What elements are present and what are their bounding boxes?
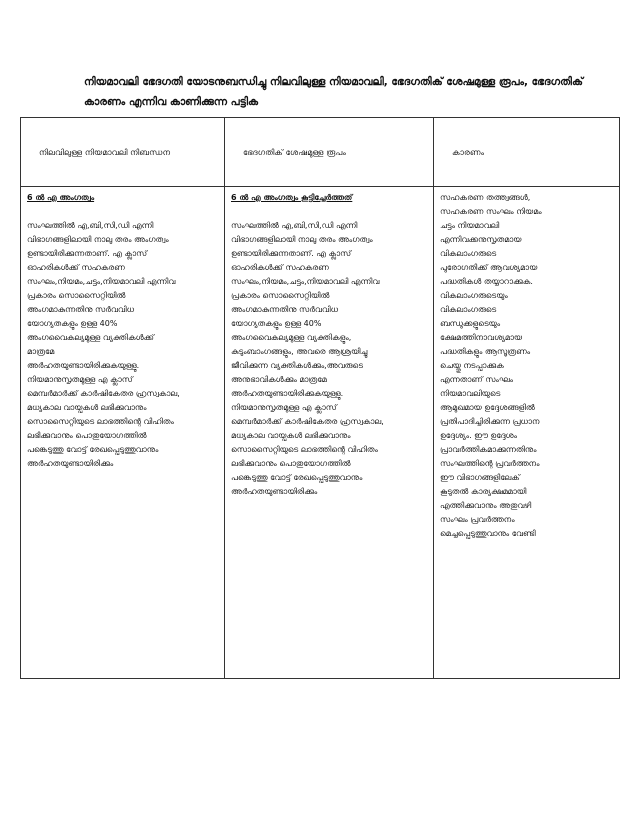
existing-rule-text (27, 219, 218, 471)
existing-rule-subheading: 6 ൽ എ അംഗത്വം (27, 193, 95, 202)
text-line: എത്തിക്കുവാനും അതുവഴി (440, 501, 532, 510)
text-line: അംഗമാകുന്നതിനു സർവവിധ (27, 305, 135, 314)
amended-form-cell (225, 187, 434, 679)
text-line: പുരോഗതിക്ക് ആവശ്യമായ (440, 263, 538, 272)
text-line: സൊസൈറ്റിയുടെ ലാഭത്തിന്റെ വിഹിതം (231, 445, 378, 454)
text-line: വിഭാഗങ്ങളിലായി നാലു തരം അംഗത്വം (27, 235, 169, 244)
text-line: സഹകരണ സംഘം നിയമം (440, 207, 542, 216)
header-reason: കാരണം (434, 118, 620, 187)
text-line: അർഹതയുണ്ടായിരിക്കും (231, 487, 318, 496)
text-line: ആമുഖമായ ഉദ്ദേശങ്ങളിൽ (440, 403, 535, 412)
text-line: സംഘത്തിൽ എ,ബി,സി,ഡി എന്നി (231, 221, 358, 230)
text-line: പ്രകാരം സൊസൈറ്റിയിൽ (231, 291, 330, 300)
text-line: പ്രകാരം സൊസൈറ്റിയിൽ (27, 291, 126, 300)
text-line: അനുഭാവികൾക്കും മാത്രമേ (231, 375, 327, 384)
table-header-row (21, 118, 620, 187)
existing-rule-cell (21, 187, 225, 679)
text-line: സഹകരണ തത്ത്വങ്ങൾ, (440, 193, 531, 202)
text-line: മെമ്പർമാർക്ക് കാർഷികേതര ഹ്രസ്വകാല, (27, 389, 180, 398)
text-line: പ്രാവർത്തികമാക്കുന്നതിനും (440, 445, 537, 454)
text-line: ജീവിക്കുന്ന വ്യക്തികൾക്കും,അവരുടെ (231, 361, 363, 370)
text-line: ചട്ടം നിയമാവലി (440, 221, 500, 230)
text-line: ഓഹരികൾക്ക് സഹകരണ (231, 263, 329, 272)
text-line: കുടുംബാംഗങ്ങളും, അവരെ ആശ്രയിച്ചു (231, 347, 368, 356)
text-line: ലഭിക്കുവാനും പൊതുയോഗത്തിൽ (231, 459, 351, 468)
text-line: മധ്യകാല വായ്പകൾ ലഭിക്കുവാനും (231, 431, 351, 440)
text-line: സംഘത്തിന്റെ പ്രവർത്തനം (440, 459, 540, 468)
text-line: മെച്ചപ്പെടുത്തുവാനും വേണ്ടി (440, 529, 536, 538)
comparison-table (20, 117, 620, 679)
document-title: നിയമാവലി ഭേദഗതി യോടനുബന്ധിച്ചു നിലവിലുള്ള നിയമാവലി, ഭേദഗതിക് ശേഷമുള്ള രൂപം, ഭേദഗതിക് കാരണം എന്നിവ കാണിക്കുന്ന പട്ടിക (84, 76, 583, 108)
text-line: ഉദ്ദേശ്യം. ഈ ഉദ്ദേശം (440, 431, 517, 440)
text-line: മാത്രമേ (27, 347, 55, 356)
text-line: പങ്കെടുത്തു വോട്ട് രേഖപ്പെടുത്തുവാനും (231, 473, 363, 482)
amended-form-subheading: 6 ൽ എ അംഗത്വം കൂട്ടിച്ചേർത്തത് (231, 193, 353, 202)
text-line: ഓഹരികൾക്ക് സഹകരണ (27, 263, 125, 272)
text-line: എന്നതാണ് സംഘം (440, 375, 513, 384)
header-amended-form: ഭേദഗതിക് ശേഷമുള്ള രൂപം (225, 118, 434, 187)
text-line: അർഹതയുണ്ടായിരിക്കുകയുള്ളു. (231, 389, 344, 398)
text-line: വികലാംഗരുടെ (440, 249, 497, 258)
text-line: ചെയ്തു നടപ്പാക്കുക (440, 361, 504, 370)
text-line: ഉണ്ടായിരിക്കുന്നതാണ്. എ ക്ലാസ് (27, 249, 148, 258)
text-line: പങ്കെടുത്തു വോട്ട് രേഖപ്പെടുത്തുവാനും (27, 445, 159, 454)
text-line: പദ്ധതികളും ആസൂത്രണം (440, 347, 531, 356)
text-line: കൂടുതൽ കാര്യക്ഷമമായി (440, 487, 527, 496)
text-line: എന്നിവക്കനുസൃതമായ (440, 235, 522, 244)
reason-cell (434, 187, 620, 679)
text-line: നിയമാവലിയുടെ (440, 389, 501, 398)
amended-form-text (231, 219, 427, 499)
text-line: അർഹതയുണ്ടായിരിക്കും (27, 459, 114, 468)
text-line: സംഘം പ്രവർത്തനം (440, 515, 515, 524)
reason-text (440, 191, 613, 541)
text-line: പ്രതിപാദിച്ചിരിക്കുന്ന പ്രധാന (440, 417, 540, 426)
text-line: സംഘം,നിയമം,ചട്ടം,നിയമാവലി എന്നിവ (27, 277, 176, 286)
text-line: നിയമാനുസൃതമുള്ള എ ക്ലാസ് (231, 403, 337, 412)
text-line: ഈ വിഭാഗങ്ങളിലേക് (440, 473, 520, 482)
text-line: അംഗമാകുന്നതിനു സർവവിധ (231, 305, 339, 314)
text-line: ബന്ധുക്കളുടെയും (440, 319, 501, 328)
text-line: അർഹതയുണ്ടായിരിക്കുകയുള്ളു. (27, 361, 140, 370)
text-line: വികലാംഗരുടെ (440, 305, 497, 314)
text-line: അംഗവൈകല്യമുള്ള വ്യക്തികൾക്ക് (27, 333, 154, 342)
text-line: ഉണ്ടായിരിക്കുന്നതാണ്. എ ക്ലാസ് (231, 249, 352, 258)
table-row (21, 187, 620, 679)
header-existing-rule: നിലവിലുള്ള നിയമാവലി നിബന്ധന (21, 118, 225, 187)
text-line: സൊസൈറ്റിയുടെ ലാഭത്തിന്റെ വിഹിതം (27, 417, 174, 426)
text-line: ലഭിക്കുവാനും പൊതുയോഗത്തിൽ (27, 431, 147, 440)
text-line: മെമ്പർമാർക്ക് കാർഷികേതര ഹ്രസ്വകാല, (231, 417, 384, 426)
text-line: പദ്ധതികൾ തയ്യാറാക്കുക. (440, 277, 533, 286)
text-line: സംഘം,നിയമം,ചട്ടം,നിയമാവലി എന്നിവ (231, 277, 380, 286)
text-line: യോഗ്യതകളും ഉള്ള 40% (27, 319, 118, 328)
text-line: നിയമാനുസൃതമുള്ള എ ക്ലാസ് (27, 375, 133, 384)
text-line: ക്ഷേമത്തിനാവശ്യമായ (440, 333, 523, 342)
text-line: യോഗ്യതകളും ഉള്ള 40% (231, 319, 322, 328)
text-line: മധ്യകാല വായ്പകൾ ലഭിക്കുവാനും (27, 403, 147, 412)
text-line: വികലാംഗരുടെയും (440, 291, 508, 300)
text-line: അംഗവൈകല്യമുള്ള വ്യക്തികളും, (231, 333, 352, 342)
text-line: വിഭാഗങ്ങളിലായി നാലു തരം അംഗത്വം (231, 235, 373, 244)
text-line: സംഘത്തിൽ എ,ബി,സി,ഡി എന്നി (27, 221, 154, 230)
